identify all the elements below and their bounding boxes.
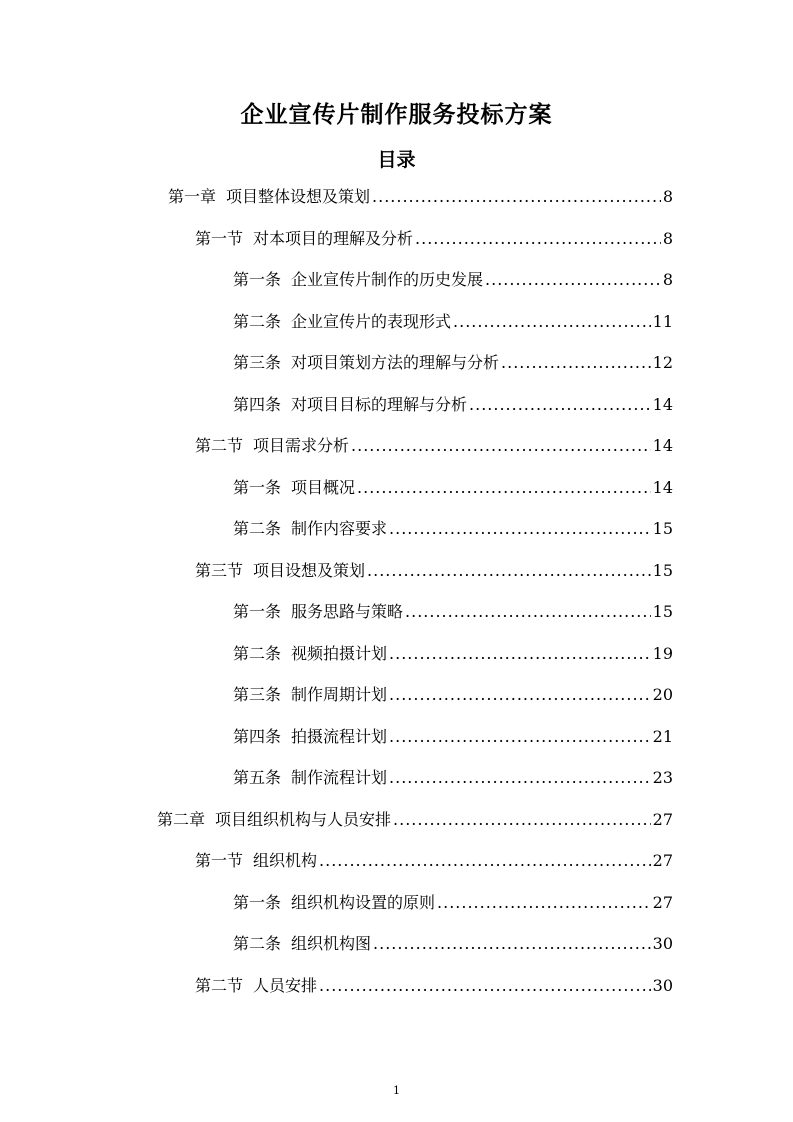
toc-entry-article[interactable] — [233, 310, 673, 334]
toc-entry-number: 第三节 — [195, 561, 244, 580]
toc-leader-dots — [393, 808, 651, 832]
toc-entry-article[interactable] — [233, 600, 673, 624]
toc-heading: 目录 — [377, 149, 416, 171]
toc-leader-dots — [415, 227, 661, 251]
toc-leader-dots — [389, 725, 651, 749]
toc-entry-page: 11 — [652, 312, 673, 331]
toc-leader-dots — [319, 849, 651, 873]
toc-entry-title: 项目设想及策划 — [253, 561, 366, 580]
toc-entry-page: 20 — [652, 685, 673, 704]
toc-leader-dots — [373, 932, 651, 956]
toc-entry-number: 第一条 — [233, 602, 282, 621]
toc-entry-page: 15 — [652, 561, 673, 580]
toc-entry-number: 第二节 — [195, 436, 244, 455]
toc-leader-dots — [389, 642, 651, 666]
toc-leader-dots — [405, 600, 651, 624]
page-number: 1 — [393, 1084, 400, 1097]
toc-entry-number: 第三条 — [233, 685, 282, 704]
toc-leader-dots — [372, 185, 661, 209]
toc-leader-dots — [437, 891, 651, 915]
toc-entry-title: 组织机构图 — [291, 934, 372, 953]
toc-entry-chapter[interactable] — [168, 185, 673, 209]
toc-entry-title: 项目需求分析 — [253, 436, 350, 455]
toc-leader-dots — [351, 434, 651, 458]
toc-entry-page: 8 — [662, 270, 673, 289]
toc-entry-title: 企业宣传片制作的历史发展 — [291, 270, 484, 289]
toc-entry-title: 制作内容要求 — [291, 519, 388, 538]
toc-entry-number: 第一节 — [195, 229, 244, 248]
toc-entry-page: 8 — [662, 229, 673, 248]
toc-entry-page: 14 — [652, 436, 673, 455]
toc-leader-dots — [319, 974, 651, 998]
toc-entry-number: 第二章 — [157, 810, 206, 829]
toc-entry-number: 第二条 — [233, 644, 282, 663]
toc-entry-section[interactable] — [195, 974, 673, 998]
toc-entry-number: 第五条 — [233, 768, 282, 787]
toc-entry-number: 第一条 — [233, 478, 282, 497]
toc-leader-dots — [469, 393, 651, 417]
toc-entry-title: 视频拍摄计划 — [291, 644, 388, 663]
toc-leader-dots — [389, 766, 651, 790]
toc-entry-number: 第一章 — [168, 187, 217, 206]
toc-entry-number: 第三条 — [233, 353, 282, 372]
toc-leader-dots — [389, 517, 651, 541]
toc-entry-number: 第二条 — [233, 312, 282, 331]
toc-entry-title: 组织机构设置的原则 — [291, 893, 436, 912]
toc-leader-dots — [357, 476, 651, 500]
toc-entry-title: 对项目目标的理解与分析 — [291, 395, 468, 414]
toc-entry-page: 8 — [662, 187, 673, 206]
toc-entry-article[interactable] — [233, 725, 673, 749]
toc-entry-article[interactable] — [233, 351, 673, 375]
toc-entry-page: 15 — [652, 519, 673, 538]
toc-entry-page: 30 — [652, 976, 673, 995]
toc-entry-article[interactable] — [233, 683, 673, 707]
toc-entry-section[interactable] — [195, 559, 673, 583]
document-title: 企业宣传片制作服务投标方案 — [240, 102, 553, 128]
toc-leader-dots — [389, 683, 651, 707]
toc-entry-title: 人员安排 — [253, 976, 318, 995]
toc-entry-title: 项目组织机构与人员安排 — [215, 810, 392, 829]
toc-entry-section[interactable] — [195, 849, 673, 873]
toc-entry-number: 第四条 — [233, 395, 282, 414]
toc-leader-dots — [485, 268, 661, 292]
toc-leader-dots — [501, 351, 651, 375]
toc-entry-title: 项目概况 — [291, 478, 356, 497]
toc-entry-title: 制作周期计划 — [291, 685, 388, 704]
toc-entry-number: 第二节 — [195, 976, 244, 995]
toc-entry-title: 对项目策划方法的理解与分析 — [291, 353, 500, 372]
toc-entry-page: 14 — [652, 395, 673, 414]
toc-entry-page: 14 — [652, 478, 673, 497]
toc-entry-page: 27 — [652, 893, 673, 912]
toc-entry-page: 23 — [652, 768, 673, 787]
toc-entry-article[interactable] — [233, 932, 673, 956]
toc-entry-page: 27 — [652, 851, 673, 870]
toc-entry-number: 第四条 — [233, 727, 282, 746]
toc-entry-page: 15 — [652, 602, 673, 621]
toc-entry-number: 第一节 — [195, 851, 244, 870]
toc-entry-title: 制作流程计划 — [291, 768, 388, 787]
toc-entry-article[interactable] — [233, 517, 673, 541]
toc-entry-title: 组织机构 — [253, 851, 318, 870]
toc-entry-section[interactable] — [195, 434, 673, 458]
toc-entry-page: 27 — [652, 810, 673, 829]
toc-entry-number: 第一条 — [233, 893, 282, 912]
toc-entry-number: 第二条 — [233, 934, 282, 953]
toc-entry-article[interactable] — [233, 268, 673, 292]
toc-entry-title: 拍摄流程计划 — [291, 727, 388, 746]
toc-entry-page: 30 — [652, 934, 673, 953]
toc-entry-page: 21 — [652, 727, 673, 746]
toc-leader-dots — [367, 559, 651, 583]
toc-entry-title: 对本项目的理解及分析 — [253, 229, 414, 248]
toc-entry-title: 项目整体设想及策划 — [226, 187, 371, 206]
toc-leader-dots — [453, 310, 651, 334]
toc-entry-number: 第一条 — [233, 270, 282, 289]
toc-entry-title: 服务思路与策略 — [291, 602, 404, 621]
toc-entry-chapter[interactable] — [157, 808, 673, 832]
toc-entry-title: 企业宣传片的表现形式 — [291, 312, 452, 331]
toc-entry-article[interactable] — [233, 393, 673, 417]
toc-entry-page: 19 — [652, 644, 673, 663]
toc-entry-page: 12 — [652, 353, 673, 372]
toc-entry-article[interactable] — [233, 476, 673, 500]
toc-entry-article[interactable] — [233, 642, 673, 666]
toc-entry-article[interactable] — [233, 891, 673, 915]
toc-entry-number: 第二条 — [233, 519, 282, 538]
toc-entry-article[interactable] — [233, 766, 673, 790]
toc-entry-section[interactable] — [195, 227, 673, 251]
